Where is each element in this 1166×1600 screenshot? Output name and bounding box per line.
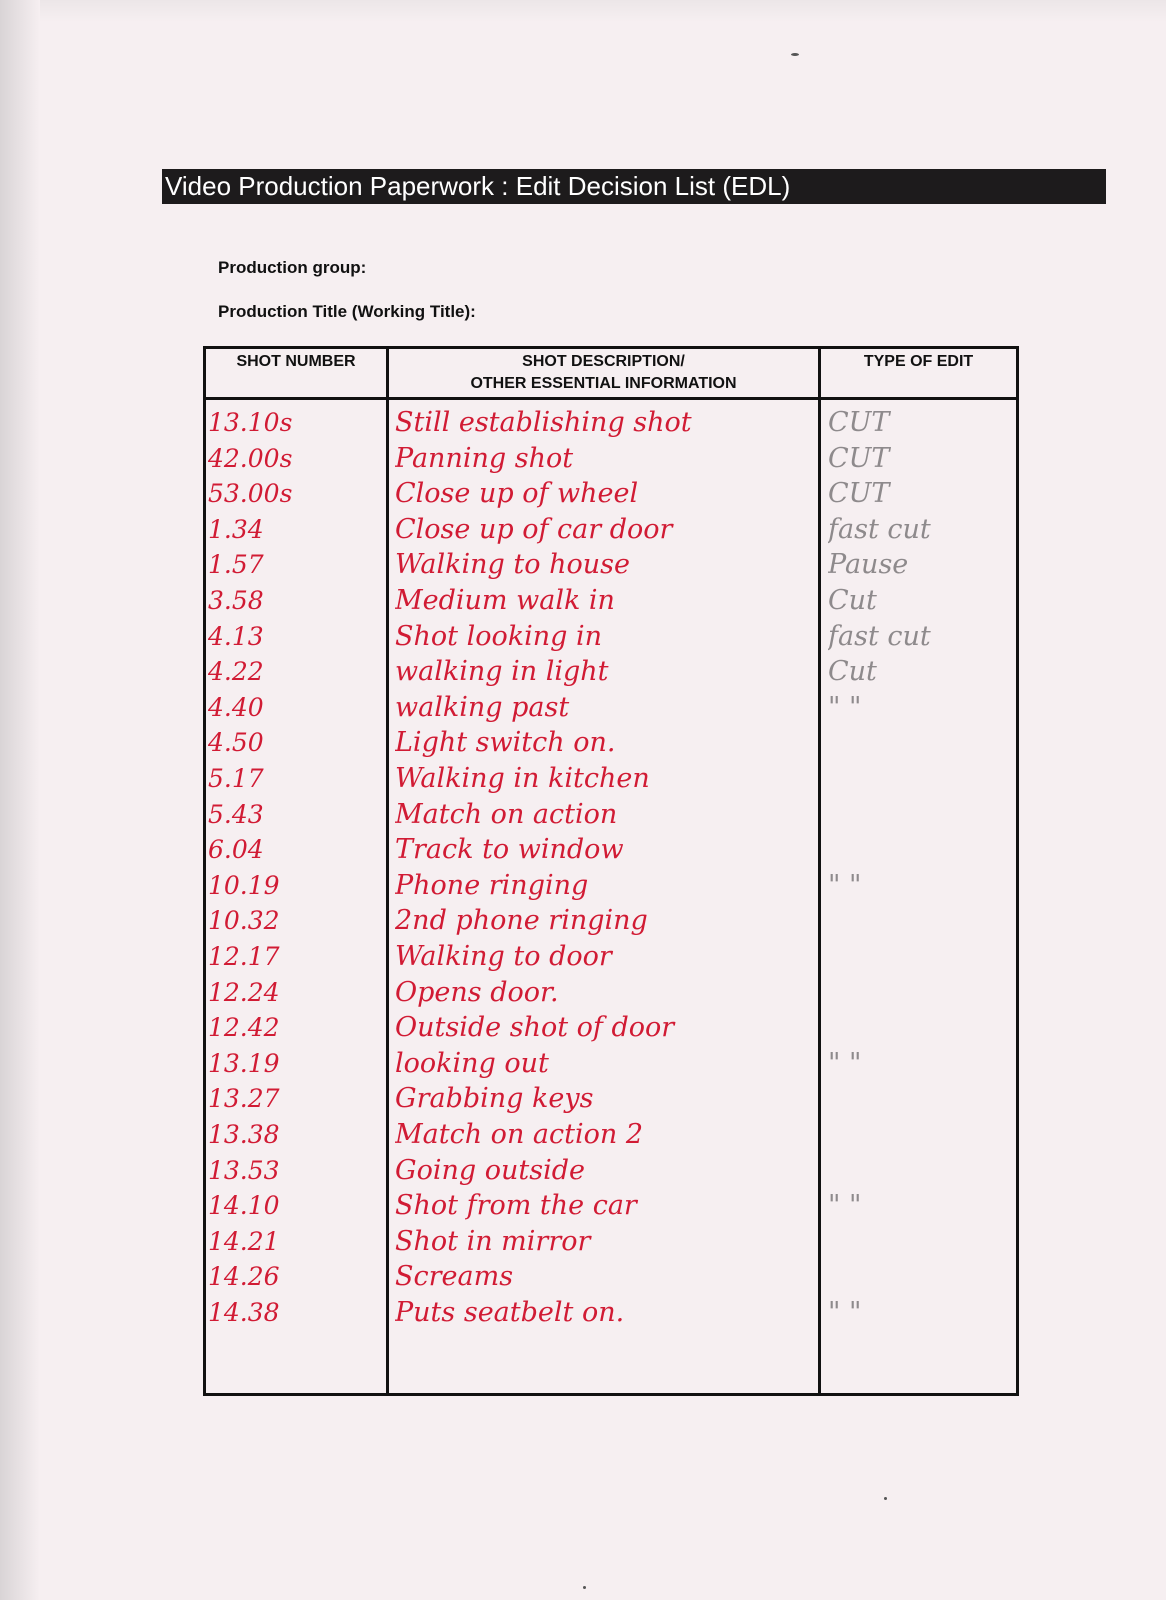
shot-description-cell: walking in light bbox=[395, 656, 609, 688]
production-group-label: Production group: bbox=[218, 258, 367, 277]
edit-type-cell: " " bbox=[828, 869, 862, 901]
shot-number-cell: 13.10s bbox=[208, 408, 293, 437]
header-shot-description bbox=[389, 351, 818, 395]
table-row bbox=[206, 1010, 1016, 1046]
shot-description-cell: Match on action 2 bbox=[395, 1119, 644, 1150]
document-title: Video Production Paperwork : Edit Decision List (EDL) bbox=[162, 169, 1106, 204]
table-row bbox=[206, 1224, 1016, 1260]
shot-description-cell: Walking to door bbox=[395, 941, 612, 972]
shot-description-cell: Still establishing shot bbox=[395, 407, 692, 438]
shot-description-cell: Panning shot bbox=[395, 442, 574, 474]
shot-number-cell: 13.53 bbox=[208, 1155, 280, 1185]
scan-speck bbox=[884, 1497, 887, 1500]
table-row bbox=[206, 939, 1016, 975]
shot-description-cell: Walking to house bbox=[395, 549, 630, 581]
scan-speck bbox=[583, 1586, 586, 1589]
shot-description-cell: Grabbing keys bbox=[395, 1083, 594, 1115]
edit-type-cell: Pause bbox=[828, 549, 909, 581]
shot-number-cell: 10.19 bbox=[208, 870, 280, 900]
scan-speck bbox=[791, 53, 799, 56]
table-row bbox=[206, 761, 1016, 797]
table-row bbox=[206, 441, 1016, 477]
shot-number-cell: 12.24 bbox=[208, 977, 280, 1007]
shot-description-cell: Phone ringing bbox=[395, 869, 589, 901]
edit-type-cell: CUT bbox=[828, 407, 890, 438]
shot-number-cell: 53.00s bbox=[208, 479, 293, 509]
shot-description-cell: Close up of car door bbox=[395, 513, 673, 545]
shot-description-cell: Walking in kitchen bbox=[395, 763, 650, 794]
header-shot-number: SHOT NUMBER bbox=[236, 353, 356, 370]
header-type-of-edit: TYPE OF EDIT bbox=[863, 353, 974, 370]
edit-type-cell: Cut bbox=[828, 656, 877, 688]
shot-number-cell: 1.57 bbox=[208, 550, 264, 580]
table-row bbox=[206, 690, 1016, 726]
edit-type-cell: CUT bbox=[828, 478, 890, 510]
table-row bbox=[206, 547, 1016, 583]
shot-description-cell: Opens door. bbox=[395, 976, 559, 1008]
shot-number-cell: 4.50 bbox=[208, 728, 264, 758]
shot-description-cell: Track to window bbox=[395, 834, 624, 866]
edit-type-cell: fast cut bbox=[828, 620, 931, 652]
table-row bbox=[206, 512, 1016, 548]
edit-type-cell: fast cut bbox=[828, 513, 931, 545]
edit-type-cell: CUT bbox=[828, 442, 890, 474]
edit-type-cell: " " bbox=[828, 691, 862, 723]
shot-number-cell: 13.38 bbox=[208, 1120, 280, 1149]
scan-edge-left bbox=[0, 0, 40, 1600]
table-row bbox=[206, 797, 1016, 833]
shot-number-cell: 12.42 bbox=[208, 1013, 280, 1043]
production-title-label: Production Title (Working Title): bbox=[218, 302, 476, 321]
header-description-line2: OTHER ESSENTIAL INFORMATION bbox=[470, 375, 737, 392]
table-row bbox=[206, 868, 1016, 904]
table-row bbox=[206, 725, 1016, 761]
edit-type-cell: " " bbox=[828, 1047, 862, 1079]
shot-number-cell: 13.27 bbox=[208, 1084, 280, 1114]
edit-type-cell: " " bbox=[828, 1190, 862, 1222]
scan-edge-top bbox=[40, 0, 1166, 22]
shot-description-cell: Shot in mirror bbox=[395, 1225, 591, 1257]
table-row bbox=[206, 654, 1016, 690]
shot-description-cell: Light switch on. bbox=[395, 727, 616, 759]
shot-description-cell: Shot from the car bbox=[395, 1190, 637, 1222]
edl-table bbox=[203, 346, 1019, 1396]
edit-type-cell: " " bbox=[828, 1297, 862, 1328]
table-row bbox=[206, 1295, 1016, 1331]
shot-description-cell: Close up of wheel bbox=[395, 478, 639, 510]
shot-number-cell: 14.38 bbox=[208, 1298, 280, 1327]
shot-description-cell: Going outside bbox=[395, 1154, 585, 1186]
header-description-line1: SHOT DESCRIPTION/ bbox=[522, 353, 685, 370]
shot-number-cell: 42.00s bbox=[208, 443, 293, 473]
shot-number-cell: 4.13 bbox=[208, 621, 264, 651]
shot-number-cell: 13.19 bbox=[208, 1048, 280, 1078]
shot-number-cell: 14.21 bbox=[208, 1226, 280, 1256]
shot-number-cell: 3.58 bbox=[208, 586, 264, 615]
shot-number-cell: 6.04 bbox=[208, 835, 264, 865]
shot-description-cell: 2nd phone ringing bbox=[395, 905, 648, 937]
table-row bbox=[206, 476, 1016, 512]
table-row bbox=[206, 1259, 1016, 1295]
table-row bbox=[206, 1081, 1016, 1117]
table-row bbox=[206, 832, 1016, 868]
shot-number-cell: 4.40 bbox=[208, 692, 264, 722]
table-row bbox=[206, 1046, 1016, 1082]
shot-number-cell: 1.34 bbox=[208, 514, 264, 544]
shot-number-cell: 14.10 bbox=[208, 1191, 280, 1221]
shot-description-cell: Screams bbox=[395, 1261, 514, 1293]
shot-number-cell: 5.43 bbox=[208, 799, 264, 829]
shot-number-cell: 12.17 bbox=[208, 942, 280, 971]
shot-number-cell: 10.32 bbox=[208, 906, 280, 936]
shot-description-cell: Puts seatbelt on. bbox=[395, 1297, 625, 1328]
table-row bbox=[206, 1188, 1016, 1224]
shot-number-cell: 14.26 bbox=[208, 1262, 280, 1292]
edit-type-cell: Cut bbox=[828, 585, 877, 616]
shot-description-cell: Shot looking in bbox=[395, 620, 602, 652]
header-divider bbox=[206, 397, 1016, 400]
table-row bbox=[206, 1153, 1016, 1189]
shot-description-cell: Medium walk in bbox=[395, 585, 615, 616]
shot-number-cell: 4.22 bbox=[208, 657, 264, 687]
table-row bbox=[206, 583, 1016, 619]
shot-description-cell: walking past bbox=[395, 691, 570, 723]
shot-number-cell: 5.17 bbox=[208, 764, 264, 793]
shot-description-cell: Match on action bbox=[395, 798, 618, 830]
table-row bbox=[206, 405, 1016, 441]
shot-description-cell: looking out bbox=[395, 1047, 549, 1079]
table-row bbox=[206, 1117, 1016, 1153]
table-row bbox=[206, 903, 1016, 939]
shot-description-cell: Outside shot of door bbox=[395, 1012, 675, 1044]
table-row bbox=[206, 975, 1016, 1011]
table-row bbox=[206, 619, 1016, 655]
